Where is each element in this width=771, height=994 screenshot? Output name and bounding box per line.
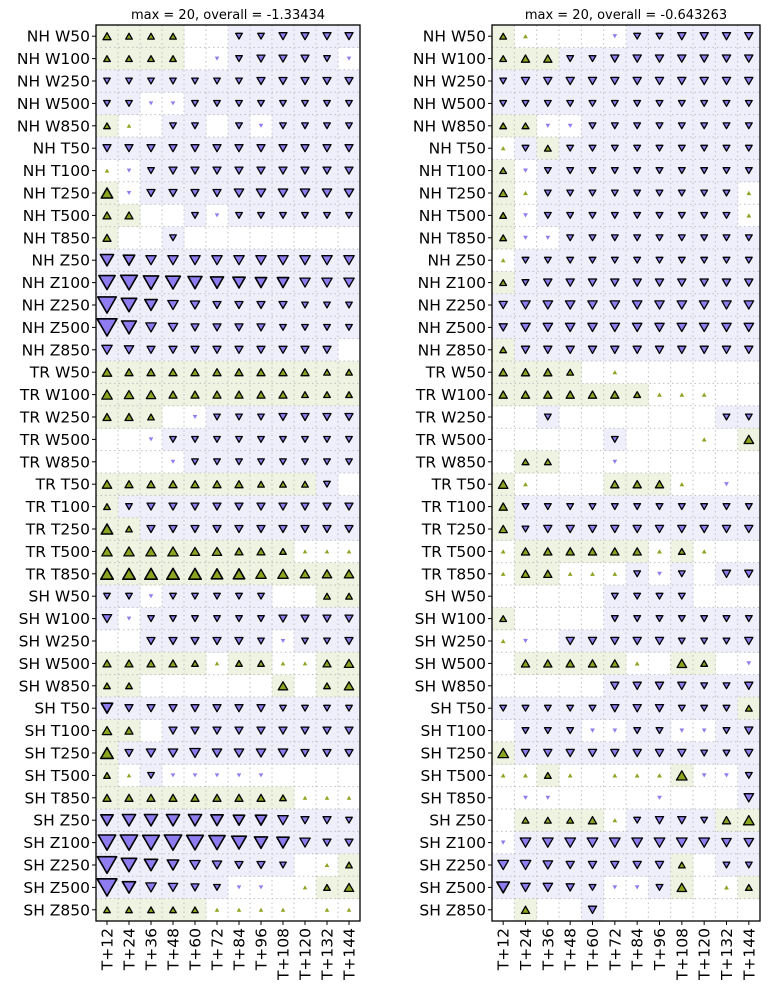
row-label: TR T50 — [431, 475, 486, 494]
marker-up — [303, 549, 308, 553]
column-label: T+96 — [651, 928, 669, 971]
row-label: SH W100 — [18, 610, 90, 629]
marker-down — [127, 169, 132, 173]
row-label: NH W500 — [16, 94, 90, 113]
marker-up — [127, 773, 132, 777]
marker-up — [501, 639, 506, 643]
column-label: T+48 — [164, 928, 183, 971]
row-label: TR T500 — [25, 542, 90, 561]
marker-down — [702, 773, 707, 777]
row-label: TR W850 — [415, 453, 486, 472]
row-label: TR W500 — [19, 430, 90, 449]
row-label: SH Z100 — [419, 834, 486, 853]
marker-up — [702, 549, 707, 553]
marker-down — [702, 729, 707, 733]
column-label: T+120 — [695, 928, 714, 981]
marker-up — [303, 661, 308, 665]
row-label: NH W50 — [422, 27, 486, 46]
column-label: T+48 — [561, 928, 580, 971]
row-label: TR T250 — [421, 520, 486, 539]
row-label: TR T850 — [25, 565, 90, 584]
marker-up — [303, 885, 308, 889]
row-label: TR W500 — [415, 430, 486, 449]
row-label: NH Z850 — [417, 341, 486, 360]
marker-down — [523, 236, 528, 240]
row-label: TR T250 — [25, 520, 90, 539]
marker-up — [237, 908, 242, 912]
row-label: SH Z50 — [33, 811, 90, 830]
row-label: TR W50 — [425, 363, 486, 382]
row-label: TR W50 — [29, 363, 90, 382]
column-label: T+60 — [186, 928, 205, 971]
row-label: NH T100 — [22, 162, 90, 181]
marker-down — [259, 124, 264, 128]
row-label: NH W100 — [412, 50, 486, 69]
marker-up — [325, 908, 330, 912]
row-label: SH T100 — [420, 722, 486, 741]
marker-down — [149, 594, 154, 598]
row-label: SH W500 — [414, 654, 486, 673]
column-label: T+24 — [120, 928, 139, 971]
marker-up — [303, 796, 308, 800]
marker-up — [635, 661, 640, 665]
row-label: NH W250 — [412, 72, 486, 91]
marker-up — [501, 146, 506, 150]
row-label: NH W850 — [412, 117, 486, 136]
column-label: T+120 — [296, 928, 315, 981]
panel-1 — [17, 8, 361, 981]
marker-up — [635, 773, 640, 777]
row-label: NH Z500 — [21, 318, 90, 337]
marker-down — [523, 213, 528, 217]
marker-up — [657, 773, 662, 777]
marker-up — [347, 908, 352, 912]
marker-up — [747, 213, 752, 217]
column-label: T+60 — [584, 928, 602, 971]
row-label: SH T500 — [420, 766, 486, 785]
row-label: NH W50 — [26, 27, 90, 46]
row-label: NH W850 — [16, 117, 90, 136]
marker-down — [613, 885, 618, 889]
column-label: T+132 — [318, 928, 337, 981]
row-label: SH T850 — [420, 789, 486, 808]
marker-up — [325, 863, 330, 867]
marker-up — [613, 773, 618, 777]
marker-down — [657, 572, 662, 576]
marker-down — [613, 460, 618, 464]
column-label: T+132 — [718, 928, 736, 981]
column-label: T+108 — [673, 928, 692, 981]
column-label: T+84 — [628, 928, 647, 971]
marker-up — [281, 908, 286, 912]
marker-down — [149, 437, 154, 441]
marker-up — [747, 191, 752, 195]
row-label: NH T500 — [418, 206, 486, 225]
column-label: T+12 — [98, 928, 117, 971]
marker-down — [259, 885, 264, 889]
panel-title: max = 20, overall = -1.33434 — [130, 8, 326, 23]
marker-up — [568, 773, 573, 777]
marker-down — [724, 773, 729, 777]
row-label: TR T850 — [421, 565, 486, 584]
panel-2 — [413, 8, 761, 981]
row-label: SH W100 — [414, 610, 486, 629]
marker-up — [613, 572, 618, 576]
marker-down — [635, 885, 640, 889]
marker-down — [590, 729, 595, 733]
marker-down — [347, 57, 352, 61]
row-label: NH W250 — [16, 72, 90, 91]
row-label: SH W250 — [18, 632, 90, 651]
column-label: T+36 — [142, 928, 161, 971]
row-label: SH Z500 — [419, 878, 486, 897]
row-label: SH Z250 — [419, 856, 486, 875]
column-label: T+108 — [274, 928, 293, 981]
row-label: NH Z850 — [21, 341, 90, 360]
marker-up — [501, 773, 506, 777]
marker-down — [680, 729, 685, 733]
row-label: SH W850 — [414, 677, 486, 696]
row-label: TR W250 — [19, 408, 90, 427]
row-label: NH T100 — [418, 162, 486, 181]
row-label: SH W50 — [424, 587, 486, 606]
row-label: NH W100 — [16, 50, 90, 69]
marker-up — [127, 124, 132, 128]
row-label: NH Z250 — [21, 296, 90, 315]
marker-down — [523, 796, 528, 800]
row-label: TR W850 — [19, 453, 90, 472]
marker-up — [657, 549, 662, 553]
row-label: NH Z100 — [21, 274, 90, 293]
column-label: T+144 — [740, 928, 759, 981]
row-label: NH W500 — [412, 94, 486, 113]
marker-down — [215, 57, 220, 61]
marker-down — [193, 773, 198, 777]
marker-up — [523, 773, 528, 777]
marker-up — [702, 393, 707, 397]
marker-down — [546, 236, 551, 240]
row-label: SH T250 — [24, 744, 90, 763]
row-label: SH T850 — [24, 789, 90, 808]
marker-down — [724, 482, 729, 486]
column-label: T+96 — [252, 928, 271, 971]
row-label: SH T50 — [34, 699, 90, 718]
marker-down — [171, 101, 176, 105]
row-label: SH W500 — [18, 654, 90, 673]
marker-down — [171, 773, 176, 777]
row-label: SH T100 — [24, 722, 90, 741]
marker-down — [523, 639, 528, 643]
row-label: TR W100 — [415, 386, 486, 405]
column-label: T+72 — [606, 928, 625, 971]
marker-up — [501, 572, 506, 576]
row-label: NH T500 — [22, 206, 90, 225]
column-label: T+12 — [494, 928, 513, 971]
row-label: SH W250 — [414, 632, 486, 651]
column-label: T+84 — [230, 928, 249, 971]
marker-down — [546, 124, 551, 128]
row-label: NH T250 — [22, 184, 90, 203]
row-label: SH T50 — [430, 699, 486, 718]
marker-up — [724, 885, 729, 889]
marker-up — [702, 437, 707, 441]
marker-down — [149, 101, 154, 105]
row-label: SH Z100 — [23, 834, 90, 853]
row-label: SH Z500 — [23, 878, 90, 897]
row-label: NH Z50 — [31, 251, 90, 270]
column-label: T+144 — [340, 928, 359, 981]
marker-up — [325, 549, 330, 553]
row-label: NH T850 — [418, 229, 486, 248]
marker-up — [501, 258, 506, 262]
column-label: T+72 — [208, 928, 227, 971]
marker-up — [613, 818, 618, 822]
panel-title: max = 20, overall = -0.643263 — [524, 8, 728, 23]
marker-down — [237, 773, 242, 777]
marker-down — [281, 639, 286, 643]
marker-down — [523, 169, 528, 173]
marker-down — [127, 191, 132, 195]
marker-up — [657, 393, 662, 397]
marker-down — [127, 617, 132, 621]
marker-up — [680, 482, 685, 486]
marker-up — [259, 908, 264, 912]
column-label: T+24 — [517, 928, 535, 971]
marker-up — [680, 393, 685, 397]
row-label: TR T100 — [421, 498, 486, 517]
marker-down — [613, 729, 618, 733]
marker-up — [281, 661, 286, 665]
row-label: TR T100 — [25, 498, 90, 517]
row-label: NH Z50 — [427, 251, 486, 270]
row-label: SH W850 — [18, 677, 90, 696]
marker-up — [523, 191, 528, 195]
marker-down — [546, 796, 551, 800]
column-label: T+36 — [539, 928, 558, 971]
marker-down — [657, 796, 662, 800]
marker-up — [523, 34, 528, 38]
marker-up — [215, 661, 220, 665]
marker-down — [568, 124, 573, 128]
row-label: TR T500 — [421, 542, 486, 561]
row-label: SH Z850 — [23, 901, 90, 920]
marker-up — [613, 370, 618, 374]
marker-up — [501, 549, 506, 553]
marker-down — [215, 773, 220, 777]
row-label: SH W50 — [28, 587, 90, 606]
marker-up — [523, 482, 528, 486]
marker-up — [590, 572, 595, 576]
row-label: NH T50 — [32, 139, 90, 158]
marker-up — [347, 549, 352, 553]
row-label: SH Z50 — [429, 811, 486, 830]
row-label: TR W100 — [19, 386, 90, 405]
row-label: SH T500 — [24, 766, 90, 785]
row-label: TR W250 — [415, 408, 486, 427]
marker-down — [501, 841, 506, 845]
marker-down — [747, 661, 752, 665]
row-label: TR T50 — [35, 475, 90, 494]
marker-down — [171, 460, 176, 464]
row-label: NH Z500 — [417, 318, 486, 337]
row-label: NH T250 — [418, 184, 486, 203]
row-label: SH Z850 — [419, 901, 486, 920]
marker-down — [613, 34, 618, 38]
row-label: NH T50 — [428, 139, 486, 158]
marker-up — [347, 796, 352, 800]
marker-up — [105, 169, 110, 173]
marker-down — [237, 885, 242, 889]
row-label: SH T250 — [420, 744, 486, 763]
marker-down — [215, 213, 220, 217]
marker-down — [193, 415, 198, 419]
marker-up — [568, 572, 573, 576]
marker-down — [259, 773, 264, 777]
marker-up — [325, 796, 330, 800]
row-label: NH T850 — [22, 229, 90, 248]
row-label: NH Z100 — [417, 274, 486, 293]
row-label: NH Z250 — [417, 296, 486, 315]
row-label: SH Z250 — [23, 856, 90, 875]
marker-up — [215, 908, 220, 912]
